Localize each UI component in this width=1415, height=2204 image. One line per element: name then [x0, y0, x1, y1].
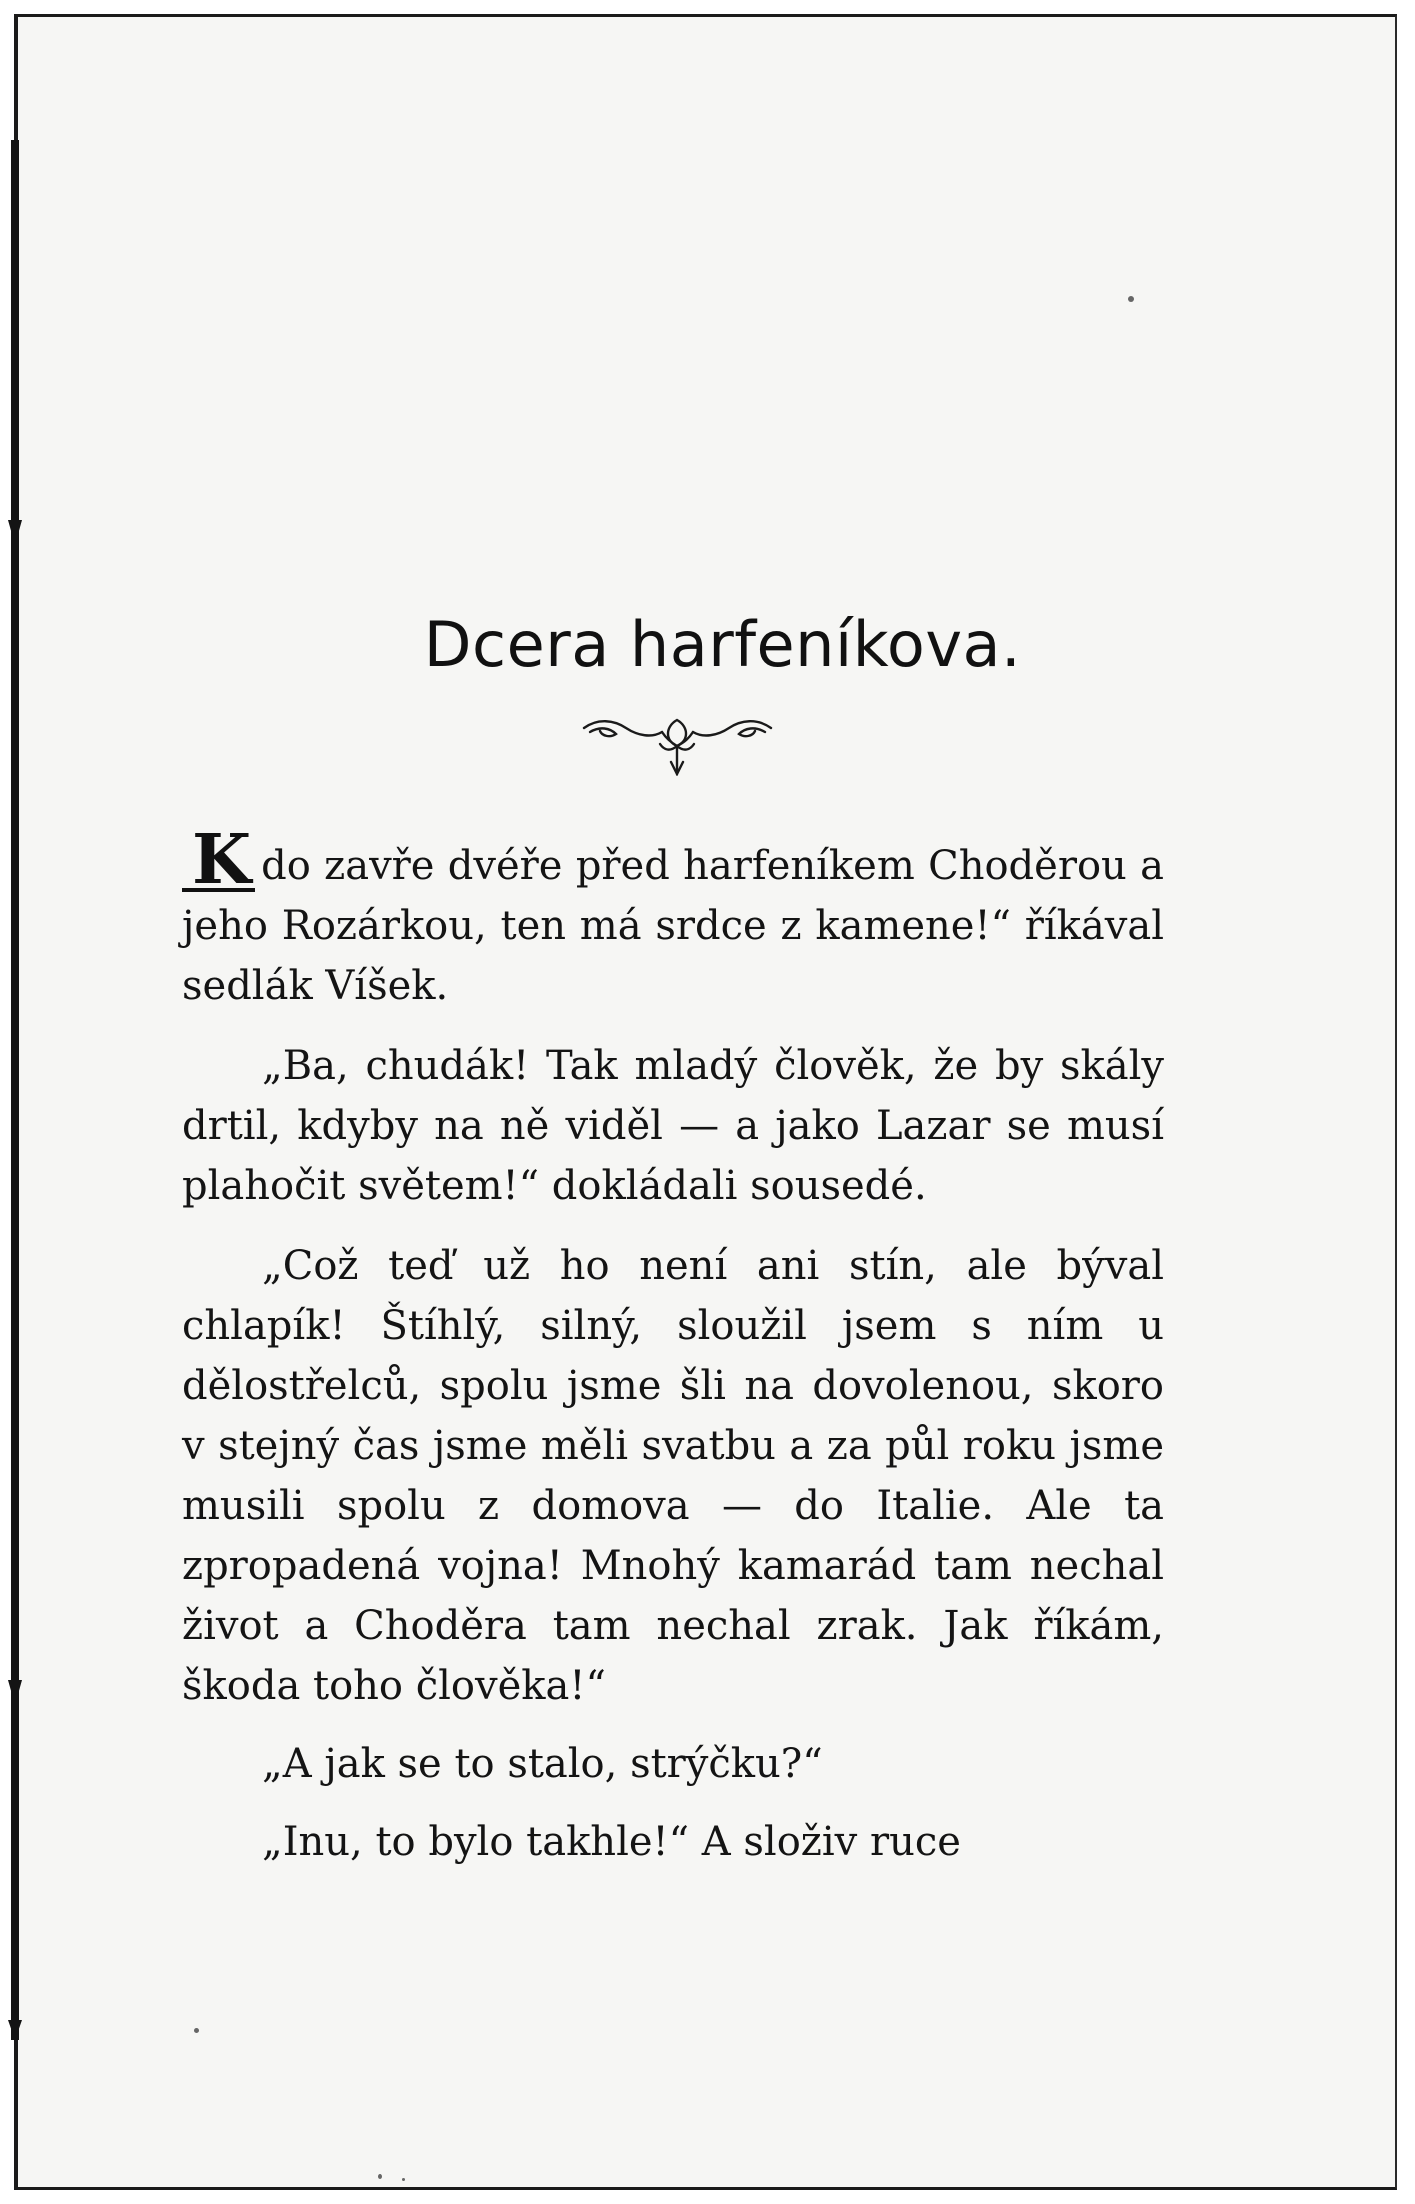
paragraph-5: „Inu, to bylo takhle!“ A složiv ruce	[262, 1819, 961, 1865]
paragraph-4: „A jak se to stalo, strýčku?“	[262, 1741, 823, 1787]
binding-edge	[8, 140, 22, 2040]
drop-cap: K	[182, 832, 255, 892]
chapter-title: Dcera harfeníkova.	[423, 608, 1022, 681]
paper-speck	[402, 2178, 405, 2181]
paragraph-3: „Což teď už ho není ani stín, ale býval chlapík! Štíhlý, silný, sloužil jsem s ním u dělostřelců, spolu jsme šli na dovolenou, skoro v stejný čas jsme měli svatbu a za půl roku jsme musili spolu z domova — do Italie. Ale ta zpropadená vojna! Mnohý kamarád tam nechal život a Choděra tam nechal zrak. Jak říkám, škoda toho člověka!“	[182, 1243, 1164, 1709]
paragraph-1	[182, 820, 1164, 1016]
floral-vignette-icon	[580, 712, 775, 776]
body-text	[182, 820, 1164, 1892]
paper-speck	[378, 2174, 382, 2179]
paragraph-1-text: do zavře dvéře před harfeníkem Choděrou a jeho Rozárkou, ten má srdce z kamene!“ říkával sedlák Víšek.	[182, 843, 1164, 1009]
paragraph-2: „Ba, chudák! Tak mladý člověk, že by skály drtil, kdyby na ně viděl — a jako Lazar se musí plahočit světem!“ dokládali sousedé.	[182, 1043, 1164, 1209]
paper-speck	[1128, 296, 1134, 302]
paper-speck	[194, 2028, 199, 2033]
